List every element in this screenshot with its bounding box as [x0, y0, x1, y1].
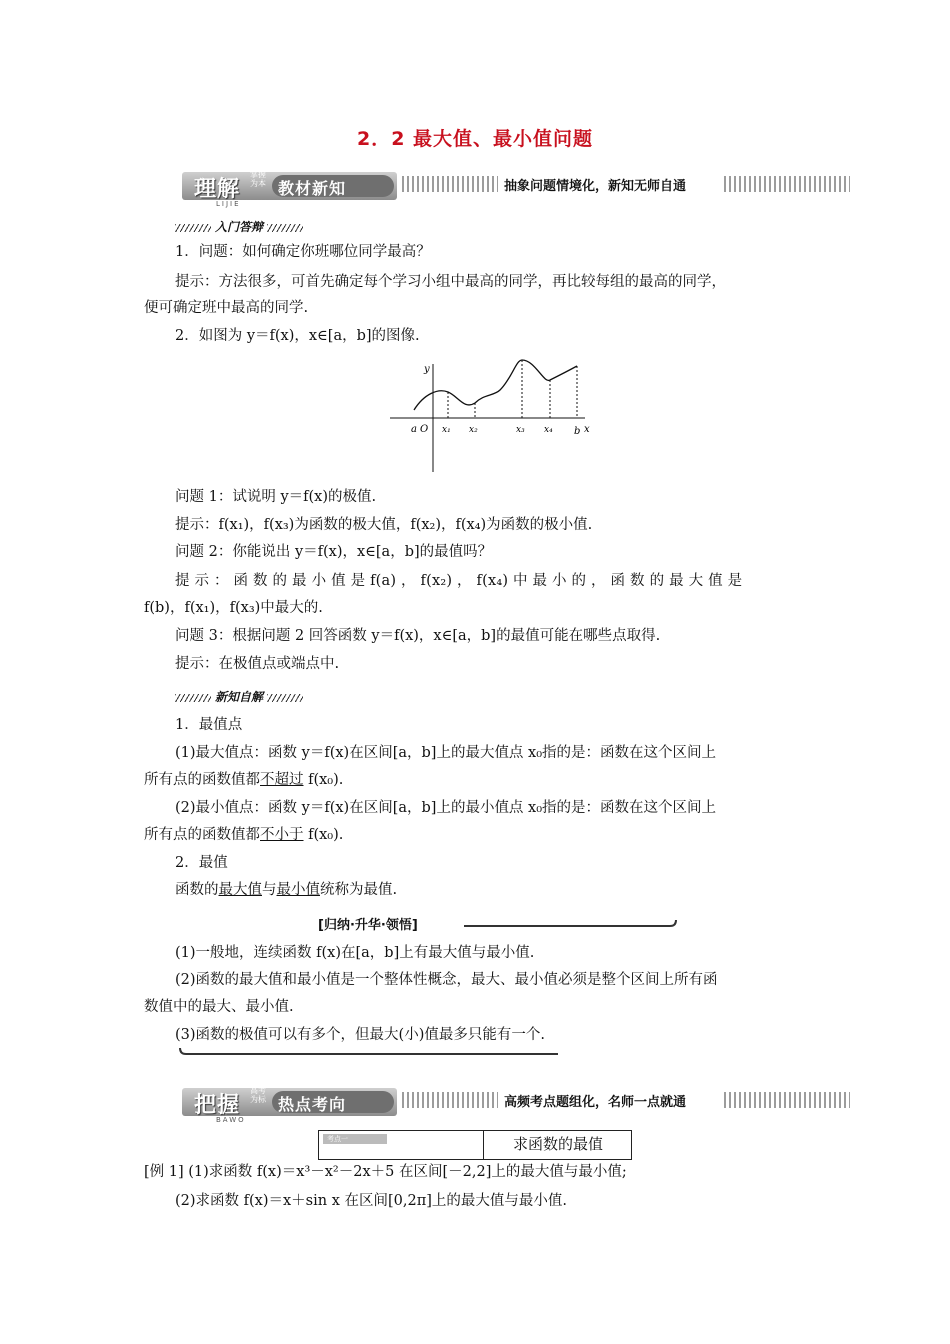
example-1b: (2)求函数 f(x)＝x＋sin x 在区间[0,2π]上的最大值与最小值.	[175, 1193, 568, 1209]
banner-stripes	[402, 176, 498, 192]
banner-stripes-right	[724, 176, 850, 192]
text-span: f(x₀).	[303, 772, 344, 788]
summary-heading: [归纳·升华·领悟]	[318, 918, 418, 933]
section-banner-grasp	[182, 1086, 850, 1122]
problem-1: 问题 1：试说明 y＝f(x)的极值.	[175, 489, 377, 505]
underlined-term: 最大值	[218, 882, 262, 898]
knowledge-2: 2．最值	[175, 855, 228, 871]
graph-a-label: a	[411, 424, 417, 435]
hint-1: 提示：f(x₁)，f(x₃)为函数的极大值，f(x₂)，f(x₄)为函数的极小值.	[175, 517, 593, 533]
subsection-new-knowledge-label: 新知自解	[215, 690, 264, 704]
underlined-term: 不小于	[260, 827, 304, 843]
banner-slogan: 抽象问题情境化，新知无师自通	[504, 179, 687, 194]
topic-tag: 考点一	[323, 1134, 387, 1144]
summary-3: (3)函数的极值可以有多个，但最大(小)值最多只能有一个.	[175, 1027, 545, 1043]
graph-x3-label: x₃	[516, 425, 525, 435]
knowledge-1a-cont	[144, 770, 343, 790]
banner-pinyin: LIJIE	[216, 200, 241, 208]
banner-mid-text: 教材新知	[278, 179, 347, 198]
question-1-hint-cont: 便可确定班中最高的同学.	[144, 300, 309, 316]
knowledge-2a	[175, 880, 397, 900]
underlined-term: 最小值	[276, 882, 320, 898]
example-1: [例 1] (1)求函数 f(x)＝x³－x²－2x＋5 在区间[－2,2]上的最大值与最小值;	[144, 1164, 627, 1180]
knowledge-1b: (2)最小值点：函数 y＝f(x)在区间[a，b]上的最小值点 x₀指的是：函数在这个区间上	[175, 800, 717, 816]
knowledge-1a: (1)最大值点：函数 y＝f(x)在区间[a，b]上的最大值点 x₀指的是：函数在这个区间上	[175, 745, 717, 761]
summary-2-cont: 数值中的最大、最小值.	[144, 999, 294, 1015]
knowledge-1b-cont	[144, 825, 343, 845]
summary-1: (1)一般地，连续函数 f(x)在[a，b]上有最大值与最小值.	[175, 945, 535, 961]
graph-x4-label: x₄	[544, 425, 553, 435]
banner-slogan: 高频考点题组化，名师一点就通	[504, 1095, 687, 1110]
graph-o-label: O	[420, 424, 429, 435]
section-banner-understand	[182, 170, 850, 206]
banner-mid-text: 热点考向	[278, 1095, 347, 1114]
topic-title: 求函数的最值	[513, 1135, 604, 1153]
text-span: 统称为最值.	[320, 882, 398, 898]
text-span: 所有点的函数值都	[144, 827, 260, 843]
text-span: 所有点的函数值都	[144, 772, 260, 788]
banner-small-text: 掌握为本	[250, 170, 266, 188]
problem-2: 问题 2：你能说出 y＝f(x)，x∈[a，b]的最值吗？	[175, 544, 493, 560]
graph-x2-label: x₂	[469, 425, 478, 435]
graph-b-label: b	[574, 426, 581, 437]
page-title: 2．2 最大值、最小值问题	[356, 128, 594, 150]
text-span: 函数的	[175, 882, 219, 898]
function-graph	[380, 356, 600, 476]
subsection-new-knowledge	[175, 688, 303, 705]
topic-table	[318, 1130, 632, 1160]
banner-pinyin: BAWO	[216, 1116, 246, 1124]
question-1-hint: 提示：方法很多，可首先确定每个学习小组中最高的同学，再比较每组的最高的同学，	[175, 274, 726, 290]
text-span: 与	[262, 882, 277, 898]
text-span: f(x₀).	[303, 827, 344, 843]
graph-x-label: x	[584, 424, 590, 435]
topic-tag-cell	[319, 1131, 484, 1159]
banner-big-text: 理解	[194, 177, 241, 202]
question-2: 2．如图为 y＝f(x)，x∈[a，b]的图像.	[175, 328, 420, 344]
graph-y-label: y	[424, 364, 430, 375]
summary-top-rule	[460, 914, 680, 930]
banner-stripes-right	[724, 1092, 850, 1108]
summary-bottom-rule	[174, 1046, 564, 1060]
hint-3: 提示：在极值点或端点中.	[175, 656, 340, 672]
summary-2: (2)函数的最大值和最小值是一个整体性概念，最大、最小值必须是整个区间上所有函	[175, 972, 718, 988]
hint-2-cont: f(b)，f(x₁)，f(x₃)中最大的.	[144, 600, 323, 616]
banner-big-text: 把握	[194, 1093, 241, 1118]
banner-small-text: 高考为标	[250, 1086, 266, 1104]
question-1: 1．问题：如何确定你班哪位同学最高？	[175, 244, 431, 260]
hint-2: 提 示 ： 函 数 的 最 小 值 是 f(a) ， f(x₂) ， f(x₄) 中 最 小 的 ， 函 数 的 最 大 值 是	[175, 573, 743, 589]
knowledge-1: 1．最值点	[175, 717, 243, 733]
graph-x1-label: x₁	[442, 425, 451, 435]
problem-3: 问题 3：根据问题 2 回答函数 y＝f(x)，x∈[a，b]的最值可能在哪些点取得.	[175, 628, 661, 644]
underlined-term: 不超过	[260, 772, 304, 788]
subsection-intro	[175, 218, 303, 235]
banner-stripes	[402, 1092, 498, 1108]
subsection-intro-label: 入门答辩	[215, 220, 264, 234]
